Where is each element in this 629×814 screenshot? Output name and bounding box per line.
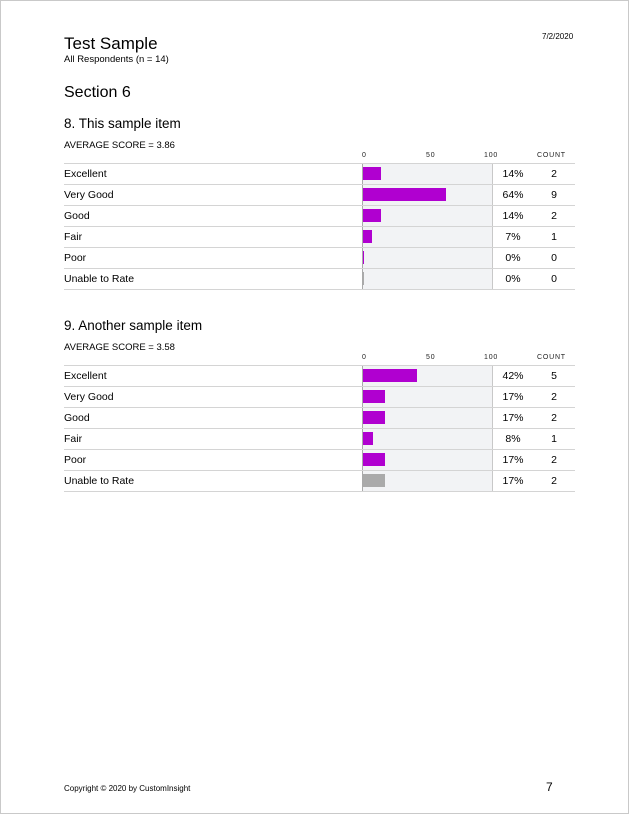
question-block (64, 318, 575, 492)
scale-tick-label: 0 (362, 152, 367, 159)
average-score: AVERAGE SCORE = 3.58 (64, 342, 175, 353)
bar-track (362, 248, 493, 268)
response-percent: 14% (502, 168, 524, 180)
footer-copyright: Copyright © 2020 by CustomInsight (64, 784, 191, 793)
response-row (64, 227, 575, 248)
bar-track (362, 164, 493, 184)
response-percent: 7% (505, 231, 521, 243)
average-score: AVERAGE SCORE = 3.86 (64, 140, 175, 151)
response-count: 2 (551, 454, 557, 466)
question-title: 8. This sample item (64, 116, 181, 131)
response-row (64, 269, 575, 290)
response-row (64, 429, 575, 450)
response-bar (363, 390, 385, 403)
bar-track (362, 206, 493, 226)
response-label: Good (64, 210, 90, 222)
response-label: Fair (64, 433, 83, 445)
bar-track (362, 185, 493, 205)
response-percent: 64% (502, 189, 524, 201)
response-label: Unable to Rate (64, 475, 135, 487)
scale-tick-label: 50 (426, 152, 436, 159)
scale-tick-label: 100 (484, 354, 499, 361)
bar-track (362, 429, 493, 449)
response-bar (363, 188, 446, 201)
response-percent: 17% (502, 454, 524, 466)
scale-axis (64, 354, 575, 365)
bar-track (362, 366, 493, 386)
response-count: 2 (551, 412, 557, 424)
response-bar (363, 272, 364, 285)
response-table (64, 365, 575, 492)
section-title: Section 6 (64, 84, 131, 101)
response-percent: 0% (505, 273, 521, 285)
response-percent: 17% (502, 475, 524, 487)
bar-track (362, 450, 493, 470)
response-row (64, 164, 575, 185)
response-count: 1 (551, 231, 557, 243)
response-row (64, 450, 575, 471)
response-bar (363, 474, 385, 487)
bar-track (362, 408, 493, 428)
response-row (64, 471, 575, 492)
response-percent: 14% (502, 210, 524, 222)
scale-axis (64, 152, 575, 163)
response-count: 1 (551, 433, 557, 445)
scale-tick-label: 0 (362, 354, 367, 361)
response-count: 0 (551, 252, 557, 264)
count-header: COUNT (537, 354, 566, 361)
response-label: Unable to Rate (64, 273, 135, 285)
response-table (64, 163, 575, 290)
response-count: 0 (551, 273, 557, 285)
response-percent: 17% (502, 391, 524, 403)
response-count: 9 (551, 189, 557, 201)
response-bar (363, 251, 364, 264)
response-count: 2 (551, 210, 557, 222)
response-row (64, 185, 575, 206)
response-row (64, 366, 575, 387)
response-bar (363, 453, 385, 466)
response-row (64, 387, 575, 408)
response-label: Poor (64, 252, 87, 264)
response-label: Fair (64, 231, 83, 243)
response-label: Good (64, 412, 90, 424)
response-row (64, 408, 575, 429)
response-label: Very Good (64, 189, 114, 201)
response-bar (363, 411, 385, 424)
question-title: 9. Another sample item (64, 318, 203, 333)
bar-track (362, 269, 493, 289)
response-count: 2 (551, 391, 557, 403)
page-number: 7 (546, 780, 553, 794)
response-row (64, 206, 575, 227)
response-percent: 0% (505, 252, 521, 264)
response-bar (363, 230, 372, 243)
response-label: Excellent (64, 168, 107, 180)
response-percent: 8% (505, 433, 521, 445)
response-bar (363, 209, 381, 222)
report-subtitle: All Respondents (n = 14) (64, 54, 169, 65)
report-title: Test Sample (64, 34, 158, 53)
response-count: 2 (551, 475, 557, 487)
response-count: 5 (551, 370, 557, 382)
response-percent: 42% (502, 370, 524, 382)
response-row (64, 248, 575, 269)
response-bar (363, 369, 417, 382)
question-block (64, 116, 575, 290)
report-date: 7/2/2020 (542, 32, 574, 41)
response-bar (363, 432, 373, 445)
bar-track (362, 227, 493, 247)
response-label: Excellent (64, 370, 107, 382)
bar-track (362, 387, 493, 407)
bar-track (362, 471, 493, 491)
response-percent: 17% (502, 412, 524, 424)
response-label: Very Good (64, 391, 114, 403)
response-bar (363, 167, 381, 180)
scale-tick-label: 50 (426, 354, 436, 361)
scale-tick-label: 100 (484, 152, 499, 159)
count-header: COUNT (537, 152, 566, 159)
response-count: 2 (551, 168, 557, 180)
response-label: Poor (64, 454, 87, 466)
